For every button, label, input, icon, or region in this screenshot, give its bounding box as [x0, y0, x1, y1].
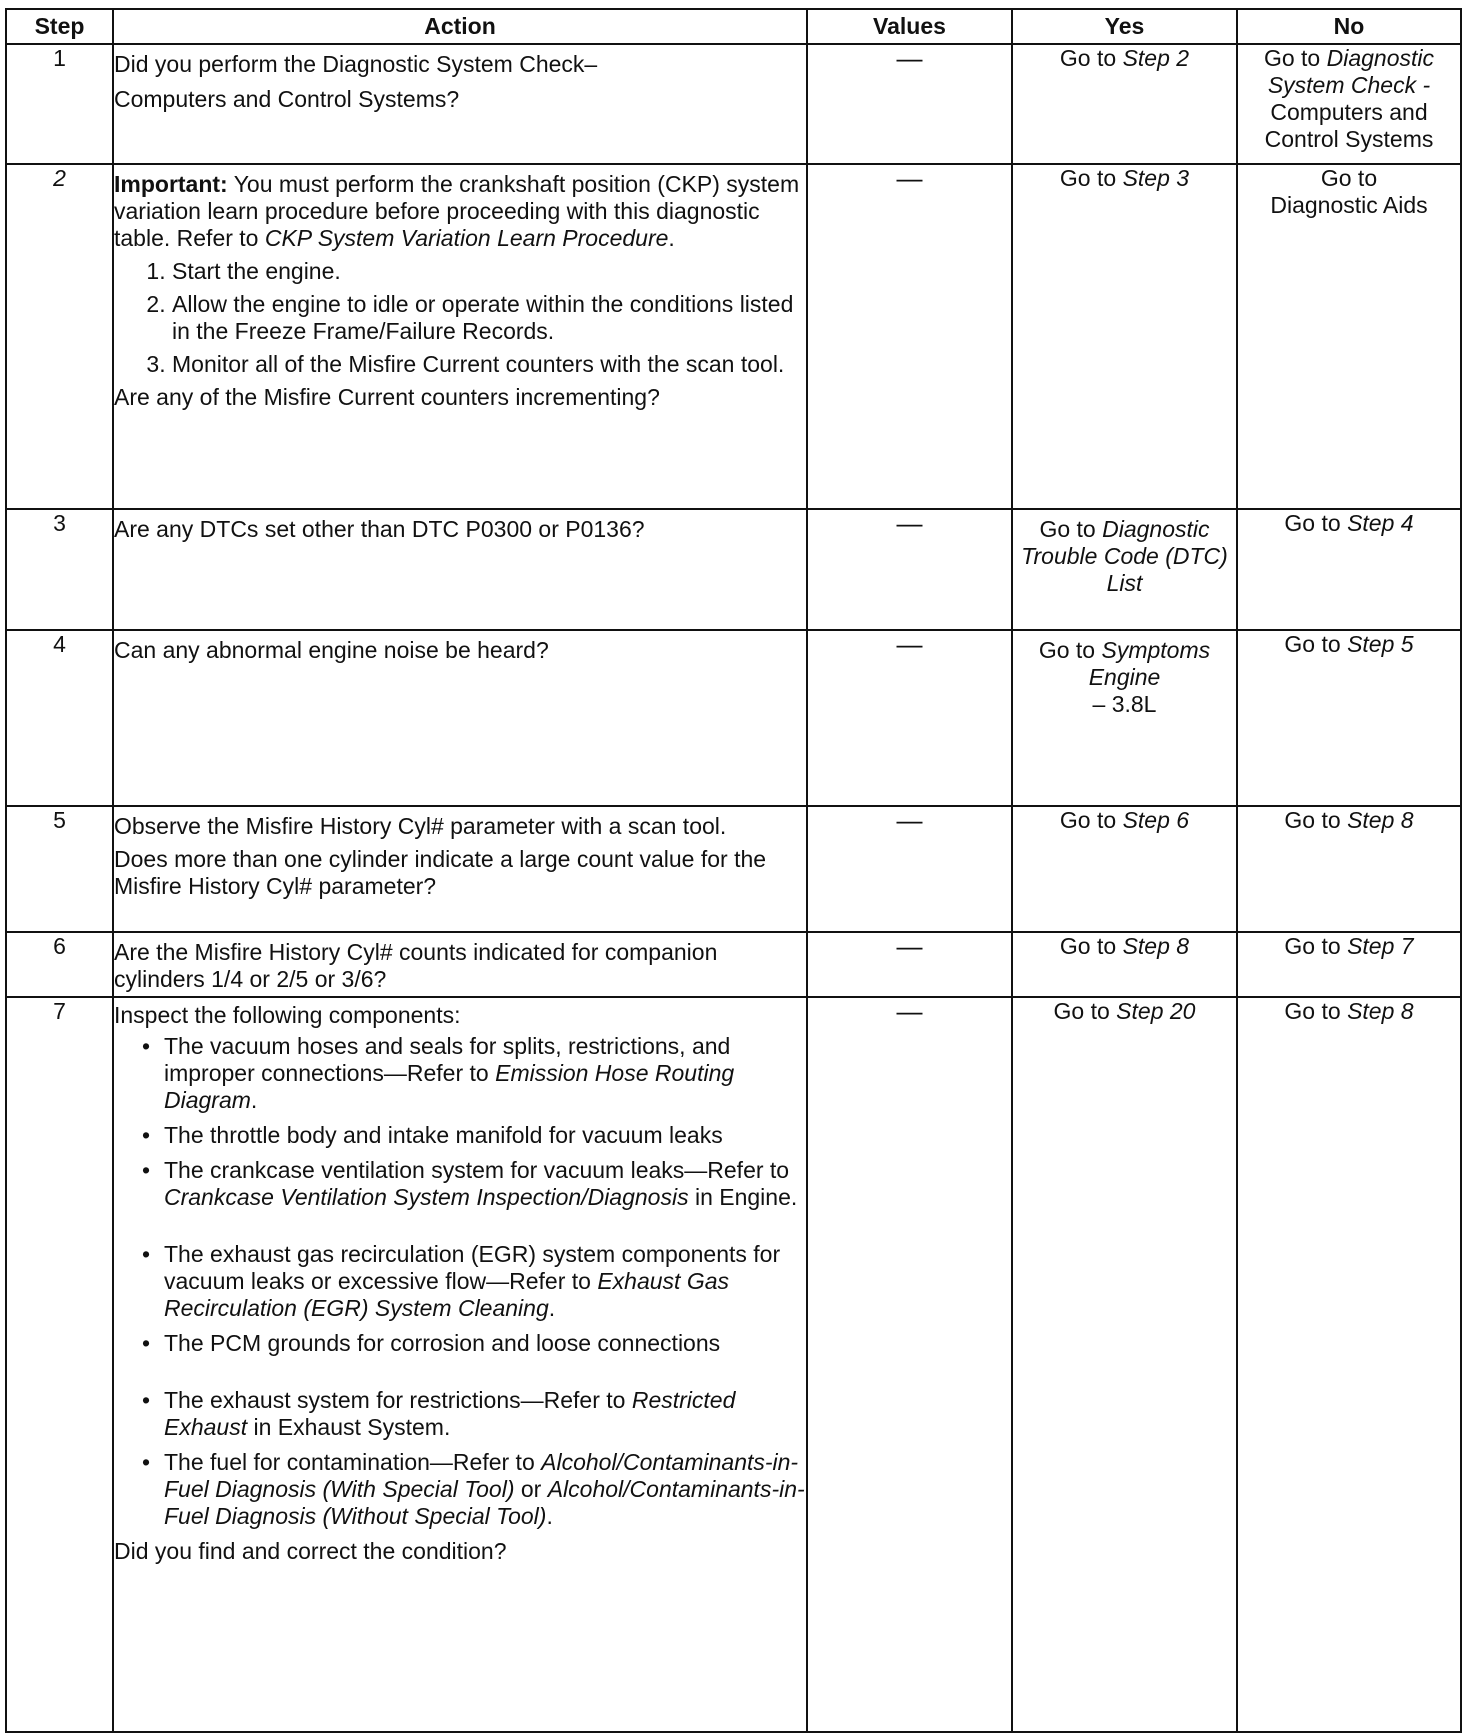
no-cell	[1237, 932, 1461, 997]
header-no: No	[1237, 9, 1461, 44]
values-cell: —	[807, 932, 1012, 997]
step-number: 7	[6, 997, 113, 1732]
yes-prefix: Go to	[1059, 45, 1123, 71]
values-cell: —	[807, 164, 1012, 509]
yes-link[interactable]: Step 20	[1116, 998, 1196, 1024]
list-item	[142, 1122, 806, 1149]
list-item: 1. Start the engine.	[172, 258, 806, 285]
table-row	[6, 164, 1461, 509]
header-row	[6, 9, 1461, 44]
no-cell	[1237, 509, 1461, 630]
header-yes: Yes	[1012, 9, 1237, 44]
action-cell: Are the Misfire History Cyl# counts indicated for companion cylinders 1/4 or 2/5 or 3/6?	[113, 932, 807, 997]
step-number: 1	[6, 44, 113, 164]
yes-link[interactable]: Symptoms Engine	[1088, 637, 1211, 690]
step-number: 5	[6, 806, 113, 932]
table-row	[6, 44, 1461, 164]
important-end: .	[668, 225, 675, 251]
list-item	[142, 1449, 806, 1530]
action-cell	[113, 164, 807, 509]
important-label: Important:	[114, 171, 228, 197]
important-text: You must perform the crankshaft position (CKP) system variation learn procedure before proceeding with this diagnostic table. Refer to	[114, 171, 800, 251]
item-mid: or	[514, 1476, 548, 1502]
yes-prefix: Go to	[1059, 165, 1123, 191]
action-text: Inspect the following components:	[114, 1002, 461, 1028]
step-number: 2	[6, 164, 113, 509]
no-prefix: Go to	[1284, 510, 1348, 536]
no-suffix: Computers and Control Systems	[1264, 99, 1434, 152]
no-link[interactable]: Step 4	[1347, 510, 1414, 536]
header-step: Step	[6, 9, 113, 44]
table-row	[6, 509, 1461, 630]
bullet: •	[142, 1122, 151, 1148]
item-text: The PCM grounds for corrosion and loose connections	[164, 1330, 721, 1356]
yes-link[interactable]: Step 2	[1122, 45, 1190, 71]
action-question: Are any of the Misfire Current counters incrementing?	[114, 384, 660, 410]
no-prefix: Go to	[1263, 45, 1327, 71]
item-end: .	[546, 1503, 553, 1529]
yes-cell	[1012, 509, 1237, 630]
item-link[interactable]: Alcohol/Contaminants-in-Fuel Diagnosis (Without Special Tool)	[164, 1476, 805, 1529]
table-row	[6, 997, 1461, 1732]
item-text: The crankcase ventilation system for vacuum leaks—Refer to	[164, 1157, 790, 1183]
yes-suffix: – 3.8L	[1092, 691, 1157, 717]
action-question: Did you find and correct the condition?	[114, 1538, 507, 1564]
no-link[interactable]: Step 7	[1347, 933, 1414, 959]
values-cell: —	[807, 509, 1012, 630]
important-link[interactable]: CKP System Variation Learn Procedure	[264, 225, 669, 251]
action-text: Observe the Misfire History Cyl# parameter with a scan tool.	[114, 813, 727, 839]
values-cell: —	[807, 630, 1012, 806]
action-cell	[113, 997, 807, 1732]
values-cell: —	[807, 806, 1012, 932]
item-link[interactable]: Exhaust Gas Recirculation (EGR) System Cleaning	[164, 1268, 730, 1321]
list-item	[142, 1387, 806, 1441]
components-list	[114, 1033, 806, 1530]
yes-prefix: Go to	[1038, 637, 1102, 663]
yes-link[interactable]: Step 8	[1122, 933, 1190, 959]
diagnostic-table	[5, 8, 1462, 1733]
table-row	[6, 806, 1461, 932]
item-link[interactable]: Restricted Exhaust	[164, 1387, 736, 1440]
yes-prefix: Go to	[1059, 933, 1123, 959]
action-text: Computers and Control Systems?	[114, 86, 460, 112]
table-row	[6, 932, 1461, 997]
no-prefix: Go to	[1284, 807, 1348, 833]
yes-cell	[1012, 164, 1237, 509]
step-number: 3	[6, 509, 113, 630]
yes-link[interactable]: Step 6	[1122, 807, 1190, 833]
bullet: •	[142, 1033, 151, 1059]
values-cell: —	[807, 44, 1012, 164]
yes-prefix: Go to	[1039, 516, 1103, 542]
item-link[interactable]: Alcohol/Contaminants-in-Fuel Diagnosis (With Special Tool)	[164, 1449, 799, 1502]
yes-cell	[1012, 997, 1237, 1732]
yes-link[interactable]: Step 3	[1122, 165, 1190, 191]
step-number: 6	[6, 932, 113, 997]
yes-link[interactable]: Diagnostic Trouble Code (DTC) List	[1021, 516, 1228, 596]
bullet: •	[142, 1449, 151, 1475]
yes-cell	[1012, 630, 1237, 806]
no-cell	[1237, 806, 1461, 932]
bullet: •	[142, 1387, 151, 1413]
list-item: 3. Monitor all of the Misfire Current counters with the scan tool.	[172, 351, 806, 378]
yes-cell	[1012, 932, 1237, 997]
item-end: .	[548, 1295, 556, 1321]
item-link[interactable]: Crankcase Ventilation System Inspection/Diagnosis	[164, 1184, 689, 1210]
list-item	[142, 1330, 806, 1357]
no-prefix: Go to	[1284, 998, 1348, 1024]
no-link[interactable]: Step 8	[1347, 807, 1414, 833]
item-link[interactable]: Emission Hose Routing Diagram	[164, 1060, 735, 1113]
no-link[interactable]: Diagnostic Aids	[1270, 192, 1428, 218]
bullet: •	[142, 1241, 151, 1267]
no-prefix: Go to	[1320, 165, 1378, 191]
header-values: Values	[807, 9, 1012, 44]
action-cell	[113, 806, 807, 932]
no-link[interactable]: Diagnostic System Check -	[1267, 45, 1435, 98]
list-item: 2. Allow the engine to idle or operate within the conditions listed in the Freeze Frame/Failure Records.	[172, 291, 806, 345]
no-cell	[1237, 164, 1461, 509]
step-number: 4	[6, 630, 113, 806]
item-end: .	[250, 1087, 258, 1113]
table-row	[6, 630, 1461, 806]
item-text: The fuel for contamination—Refer to	[164, 1449, 542, 1475]
action-cell: Are any DTCs set other than DTC P0300 or P0136?	[113, 509, 807, 630]
yes-cell	[1012, 44, 1237, 164]
item-end: in Engine.	[688, 1184, 798, 1210]
procedure-list	[114, 258, 806, 378]
yes-prefix: Go to	[1059, 807, 1123, 833]
important-note	[114, 171, 806, 252]
header-action: Action	[113, 9, 807, 44]
no-prefix: Go to	[1284, 933, 1348, 959]
action-text: Did you perform the Diagnostic System Check–	[114, 51, 598, 77]
bullet: •	[142, 1157, 151, 1183]
item-end: in Exhaust System.	[247, 1414, 451, 1440]
bullet: •	[142, 1330, 151, 1356]
item-text: The vacuum hoses and seals for splits, restrictions, and improper connections—Refer to	[164, 1033, 731, 1086]
action-question: Does more than one cylinder indicate a large count value for the Misfire History Cyl# parameter?	[114, 846, 767, 899]
action-cell	[113, 44, 807, 164]
yes-cell	[1012, 806, 1237, 932]
list-item	[142, 1033, 806, 1114]
action-cell: Can any abnormal engine noise be heard?	[113, 630, 807, 806]
no-prefix: Go to	[1284, 631, 1348, 657]
list-item	[142, 1157, 806, 1211]
item-text: The exhaust gas recirculation (EGR) system components for vacuum leaks or excessive flow—Refer to	[164, 1241, 781, 1294]
item-text: The exhaust system for restrictions—Refer to	[164, 1387, 632, 1413]
no-cell	[1237, 997, 1461, 1732]
no-cell	[1237, 630, 1461, 806]
item-text: The throttle body and intake manifold for vacuum leaks	[164, 1122, 723, 1148]
no-link[interactable]: Step 8	[1347, 998, 1414, 1024]
values-cell: —	[807, 997, 1012, 1732]
yes-prefix: Go to	[1053, 998, 1117, 1024]
no-link[interactable]: Step 5	[1347, 631, 1414, 657]
no-cell	[1237, 44, 1461, 164]
list-item	[142, 1241, 806, 1322]
